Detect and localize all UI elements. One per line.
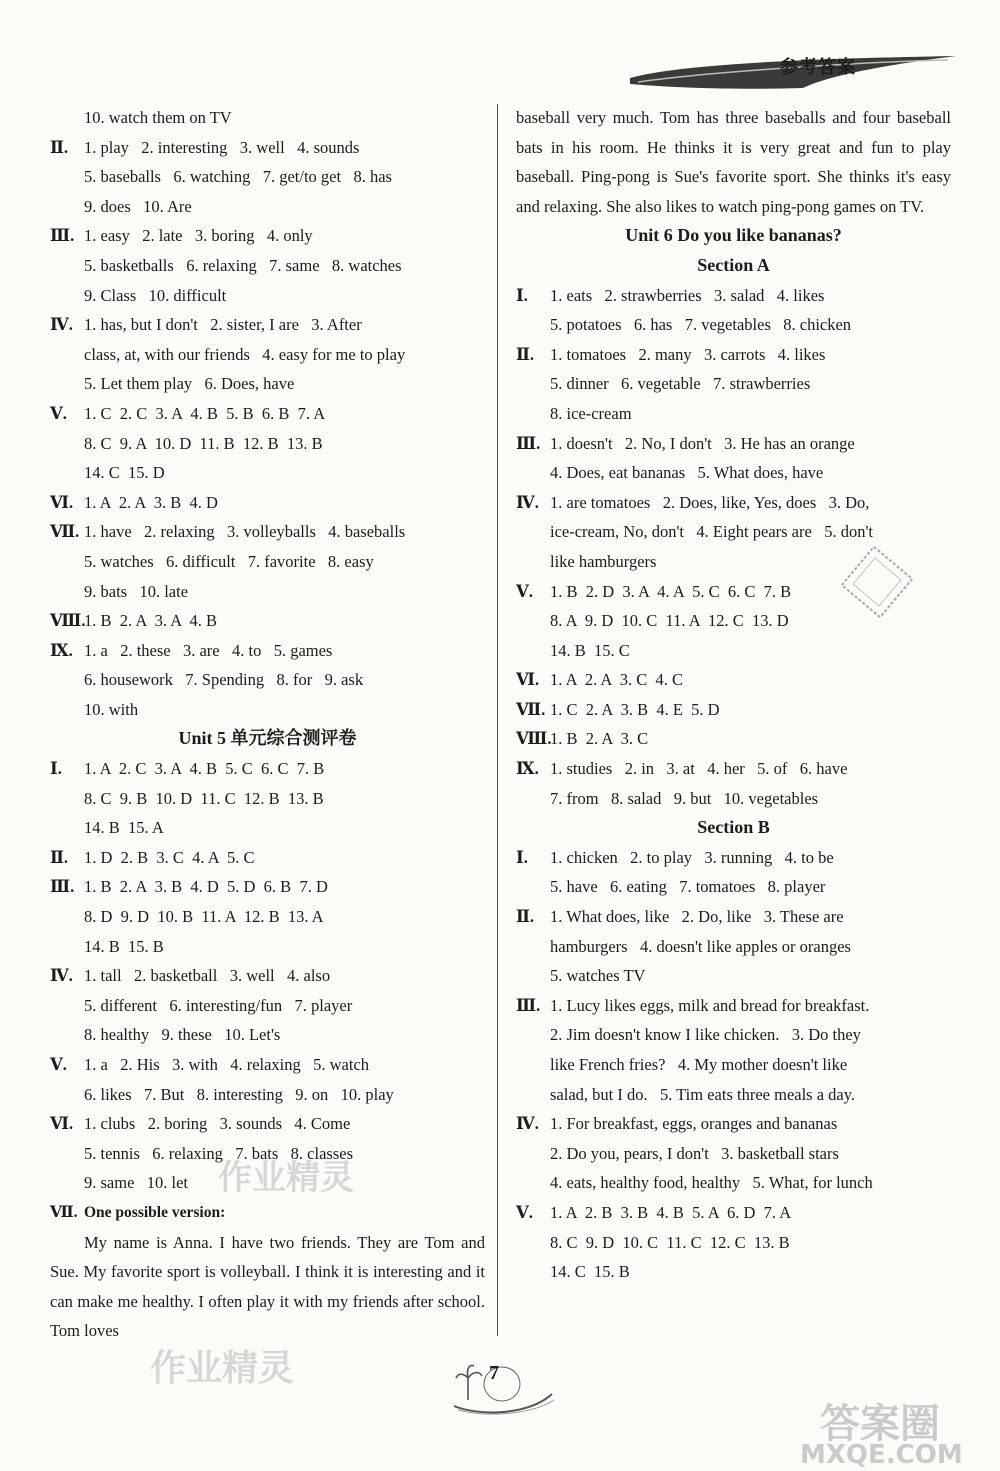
answer-text: 5. Let them play 6. Does, have — [84, 374, 295, 394]
answer-text: 5. watches TV — [550, 966, 646, 986]
question-number: Ⅳ. — [50, 315, 73, 335]
essay-text: My name is Anna. I have two friends. They are Tom and Sue. My favorite sport is volleyball. I think it is interesting and it can make me healthy. I often play it with my friends after school. Tom loves — [50, 1232, 485, 1341]
answer-text: 1. play 2. interesting 3. well 4. sounds — [84, 137, 360, 157]
answer-line — [50, 1020, 485, 1050]
answer-line — [50, 665, 485, 695]
answer-text: 14. C 15. B — [550, 1262, 630, 1282]
question-number: Ⅵ. — [50, 492, 74, 512]
answer-line — [50, 1050, 485, 1080]
answer-text: 4. eats, healthy food, healthy 5. What, for lunch — [550, 1173, 873, 1193]
answer-text: 6. likes 7. But 8. interesting 9. on 10. play — [84, 1084, 394, 1104]
answer-text: 2. Do you, pears, I don't 3. basketball stars — [550, 1143, 839, 1163]
answer-text: salad, but I do. 5. Tim eats three meals a day. — [550, 1084, 856, 1104]
answer-text: 1. chicken 2. to play 3. running 4. to be — [550, 847, 834, 867]
answer-line — [50, 429, 485, 459]
answer-line — [516, 1020, 951, 1050]
answer-line — [50, 221, 485, 251]
question-number: Ⅷ. — [516, 729, 552, 749]
answer-line — [516, 784, 951, 814]
question-number: Ⅲ. — [50, 226, 75, 246]
answer-line — [516, 695, 951, 725]
column-divider — [497, 104, 498, 1336]
answer-text: class, at, with our friends 4. easy for me to play — [84, 344, 406, 364]
answer-text: 1. A 2. A 3. B 4. D — [84, 492, 218, 512]
answer-text: 5. potatoes 6. has 7. vegetables 8. chicken — [550, 315, 852, 335]
watermark: MXQE.COM — [800, 1440, 963, 1470]
answer-text: 5. dinner 6. vegetable 7. strawberries — [550, 374, 811, 394]
question-number: Ⅴ. — [516, 581, 533, 601]
answer-text: 1. a 2. these 3. are 4. to 5. games — [84, 640, 333, 660]
answer-text: 1. studies 2. in 3. at 4. her 5. of 6. have — [550, 759, 848, 779]
answer-line — [516, 1198, 951, 1228]
answer-text: 1. D 2. B 3. C 4. A 5. C — [84, 847, 255, 867]
answer-text: 1. doesn't 2. No, I don't 3. He has an orange — [550, 433, 855, 453]
question-number: Ⅱ. — [516, 344, 535, 364]
question-number: Ⅶ. — [516, 699, 546, 719]
answer-text: 10. watch them on TV — [84, 108, 232, 127]
question-number: Ⅷ. — [50, 611, 86, 631]
answer-line — [50, 369, 485, 399]
question-number: Ⅳ. — [516, 492, 539, 512]
question-number: Ⅴ. — [516, 1202, 533, 1222]
answer-line — [50, 843, 485, 873]
answer-text: 1. a 2. His 3. with 4. relaxing 5. watch — [84, 1055, 370, 1074]
answer-text: 9. bats 10. late — [84, 581, 189, 601]
question-number: Ⅰ. — [516, 847, 528, 867]
essay-paragraph — [50, 1228, 485, 1346]
answer-line — [50, 577, 485, 607]
answer-text: 1. For breakfast, eggs, oranges and bananas — [550, 1114, 838, 1134]
question-number: Ⅱ. — [50, 847, 69, 867]
answer-text: 6. housework 7. Spending 8. for 9. ask — [84, 670, 364, 690]
watermark: 作业精灵 — [150, 1348, 295, 1389]
answer-text: 1. Lucy likes eggs, milk and bread for breakfast. — [550, 995, 870, 1015]
answer-text: 8. ice-cream — [550, 403, 632, 423]
answer-text: 1. C 2. C 3. A 4. B 5. B 6. B 7. A — [84, 403, 326, 423]
answer-line — [50, 488, 485, 518]
question-number: Ⅵ. — [516, 670, 540, 690]
answer-text: 1. eats 2. strawberries 3. salad 4. likes — [550, 285, 825, 305]
answer-line — [50, 340, 485, 370]
answer-line — [50, 1109, 485, 1139]
answer-text: 8. C 9. B 10. D 11. C 12. B 13. B — [84, 788, 324, 808]
answer-text: 14. C 15. D — [84, 463, 165, 483]
answer-text: like hamburgers — [550, 551, 657, 571]
question-number: Ⅴ. — [50, 1055, 67, 1074]
answer-line — [50, 251, 485, 281]
answer-line — [50, 902, 485, 932]
answer-line — [50, 872, 485, 902]
answer-text: 1. A 2. C 3. A 4. B 5. C 6. C 7. B — [84, 759, 325, 779]
answer-text: 1. B 2. A 3. B 4. D 5. D 6. B 7. D — [84, 877, 328, 897]
right-column — [516, 103, 951, 1287]
header-title: 参考答案 — [780, 57, 856, 77]
answer-line — [516, 754, 951, 784]
answer-line — [50, 1080, 485, 1110]
answer-text: 1. easy 2. late 3. boring 4. only — [84, 226, 313, 246]
answer-text: 5. watches 6. difficult 7. favorite 8. easy — [84, 551, 374, 571]
answer-text: 9. same 10. let — [84, 1173, 189, 1193]
question-number: Ⅱ. — [516, 907, 535, 927]
answer-line — [516, 902, 951, 932]
answer-text: 1. have 2. relaxing 3. volleyballs 4. baseballs — [84, 522, 406, 542]
watermark: 答案圈 — [820, 1401, 940, 1447]
answer-line — [50, 103, 485, 133]
answer-line — [50, 991, 485, 1021]
question-number: Ⅸ. — [516, 759, 539, 779]
question-number: Ⅲ. — [50, 877, 75, 897]
answer-text: 9. Class 10. difficult — [84, 285, 227, 305]
answer-text: 14. B 15. B — [84, 936, 164, 956]
answer-line — [50, 961, 485, 991]
answer-text: 8. D 9. D 10. B 11. A 12. B 13. A — [84, 907, 324, 927]
answer-line — [50, 813, 485, 843]
essay-text: baseball very much. Tom has three baseballs and four baseball bats in his room. He thinks it is very great and fun to play baseball. Ping-pong is Sue's favorite sport. She thinks it's easy and relaxing. She also likes to watch ping-pong games on TV. — [516, 108, 951, 216]
answer-text: 10. with — [84, 699, 139, 719]
answer-line — [516, 724, 951, 754]
answer-line — [516, 488, 951, 518]
answer-line — [50, 192, 485, 222]
answer-text: 2. Jim doesn't know I like chicken. 3. Do they — [550, 1025, 861, 1045]
question-number: Ⅸ. — [50, 640, 73, 660]
answer-line — [50, 754, 485, 784]
answer-text: 1. B 2. A 3. C — [550, 729, 649, 749]
answer-line — [516, 281, 951, 311]
question-number: Ⅵ. — [50, 1114, 74, 1134]
answer-text: 5. tennis 6. relaxing 7. bats 8. classes — [84, 1143, 353, 1163]
answer-text: like French fries? 4. My mother doesn't like — [550, 1055, 848, 1074]
answer-text: One possible version: — [84, 1203, 226, 1221]
answer-line — [516, 961, 951, 991]
answer-line — [516, 843, 951, 873]
answer-line — [516, 340, 951, 370]
answer-line — [50, 517, 485, 547]
question-number: Ⅳ. — [516, 1114, 539, 1134]
answer-text: 1. What does, like 2. Do, like 3. These are — [550, 907, 844, 927]
answer-text: 4. Does, eat bananas 5. What does, have — [550, 463, 824, 483]
question-number: Ⅰ. — [516, 285, 528, 305]
answer-text: 7. from 8. salad 9. but 10. vegetables — [550, 788, 819, 808]
answer-text: 1. B 2. D 3. A 4. A 5. C 6. C 7. B — [550, 581, 792, 601]
answer-line — [50, 784, 485, 814]
answer-line — [516, 991, 951, 1021]
question-number: Ⅶ. — [50, 1203, 78, 1221]
answer-line — [50, 1198, 485, 1228]
answer-line — [516, 1168, 951, 1198]
answer-line — [50, 133, 485, 163]
answer-line — [50, 458, 485, 488]
answer-line — [50, 162, 485, 192]
section-heading: Section B — [697, 817, 770, 838]
answer-line — [516, 1228, 951, 1258]
answer-line — [516, 399, 951, 429]
answer-line — [516, 665, 951, 695]
answer-line — [516, 429, 951, 459]
answer-text: 5. have 6. eating 7. tomatoes 8. player — [550, 877, 826, 897]
answer-line — [516, 310, 951, 340]
answer-line — [50, 281, 485, 311]
answer-text: 1. has, but I don't 2. sister, I are 3. After — [84, 315, 362, 335]
watermark: 作业精灵 — [218, 1158, 354, 1198]
answer-line — [516, 1080, 951, 1110]
answer-line — [516, 932, 951, 962]
question-number: Ⅲ. — [516, 433, 541, 453]
answer-text: 5. baseballs 6. watching 7. get/to get 8. has — [84, 167, 392, 187]
answer-text: 14. B 15. C — [550, 640, 630, 660]
answer-text: 1. are tomatoes 2. Does, like, Yes, does 3. Do, — [550, 492, 870, 512]
answer-text: 1. A 2. A 3. C 4. C — [550, 670, 683, 690]
page-number: 7 — [489, 1362, 499, 1384]
answer-text: 8. healthy 9. these 10. Let's — [84, 1025, 281, 1045]
section-heading: Unit 5 单元综合测评卷 — [178, 728, 357, 749]
question-number: Ⅰ. — [50, 759, 62, 779]
answer-line — [50, 636, 485, 666]
question-number: Ⅳ. — [50, 966, 73, 986]
answer-line — [50, 695, 485, 725]
answer-line — [516, 872, 951, 902]
answer-text: 8. C 9. D 10. C 11. C 12. C 13. B — [550, 1232, 790, 1252]
section-heading: Section A — [697, 254, 770, 275]
answer-line — [50, 399, 485, 429]
answer-text: 8. A 9. D 10. C 11. A 12. C 13. D — [550, 611, 789, 631]
question-number: Ⅱ. — [50, 137, 69, 157]
answer-text: 1. C 2. A 3. B 4. E 5. D — [550, 699, 720, 719]
question-number: Ⅶ. — [50, 522, 80, 542]
answer-line — [50, 932, 485, 962]
answer-text: 9. does 10. Are — [84, 196, 192, 216]
answer-line — [516, 1050, 951, 1080]
answer-text: ice-cream, No, don't 4. Eight pears are 5. don't — [550, 522, 874, 542]
answer-text: 8. C 9. A 10. D 11. B 12. B 13. B — [84, 433, 323, 453]
answer-line — [516, 369, 951, 399]
answer-line — [516, 1109, 951, 1139]
answer-line — [50, 310, 485, 340]
answer-text: 1. B 2. A 3. A 4. B — [84, 611, 217, 631]
answer-line — [516, 636, 951, 666]
answer-text: hamburgers 4. doesn't like apples or oranges — [550, 936, 851, 956]
section-heading: Unit 6 Do you like bananas? — [625, 225, 842, 246]
answer-line — [516, 1257, 951, 1287]
answer-text: 1. tomatoes 2. many 3. carrots 4. likes — [550, 344, 826, 364]
answer-text: 1. clubs 2. boring 3. sounds 4. Come — [84, 1114, 351, 1134]
answer-text: 5. basketballs 6. relaxing 7. same 8. watches — [84, 255, 402, 275]
answer-text: 1. A 2. B 3. B 4. B 5. A 6. D 7. A — [550, 1202, 792, 1222]
answer-line — [50, 606, 485, 636]
answer-line — [516, 458, 951, 488]
question-number: Ⅲ. — [516, 995, 541, 1015]
stamp-mark — [838, 543, 916, 621]
essay-paragraph — [516, 103, 951, 221]
answer-text: 14. B 15. A — [84, 818, 164, 838]
question-number: Ⅴ. — [50, 403, 67, 423]
answer-text: 5. different 6. interesting/fun 7. player — [84, 995, 353, 1015]
answer-line — [516, 1139, 951, 1169]
answer-line — [50, 547, 485, 577]
answer-text: 1. tall 2. basketball 3. well 4. also — [84, 966, 331, 986]
page-number-ornament — [448, 1356, 558, 1418]
